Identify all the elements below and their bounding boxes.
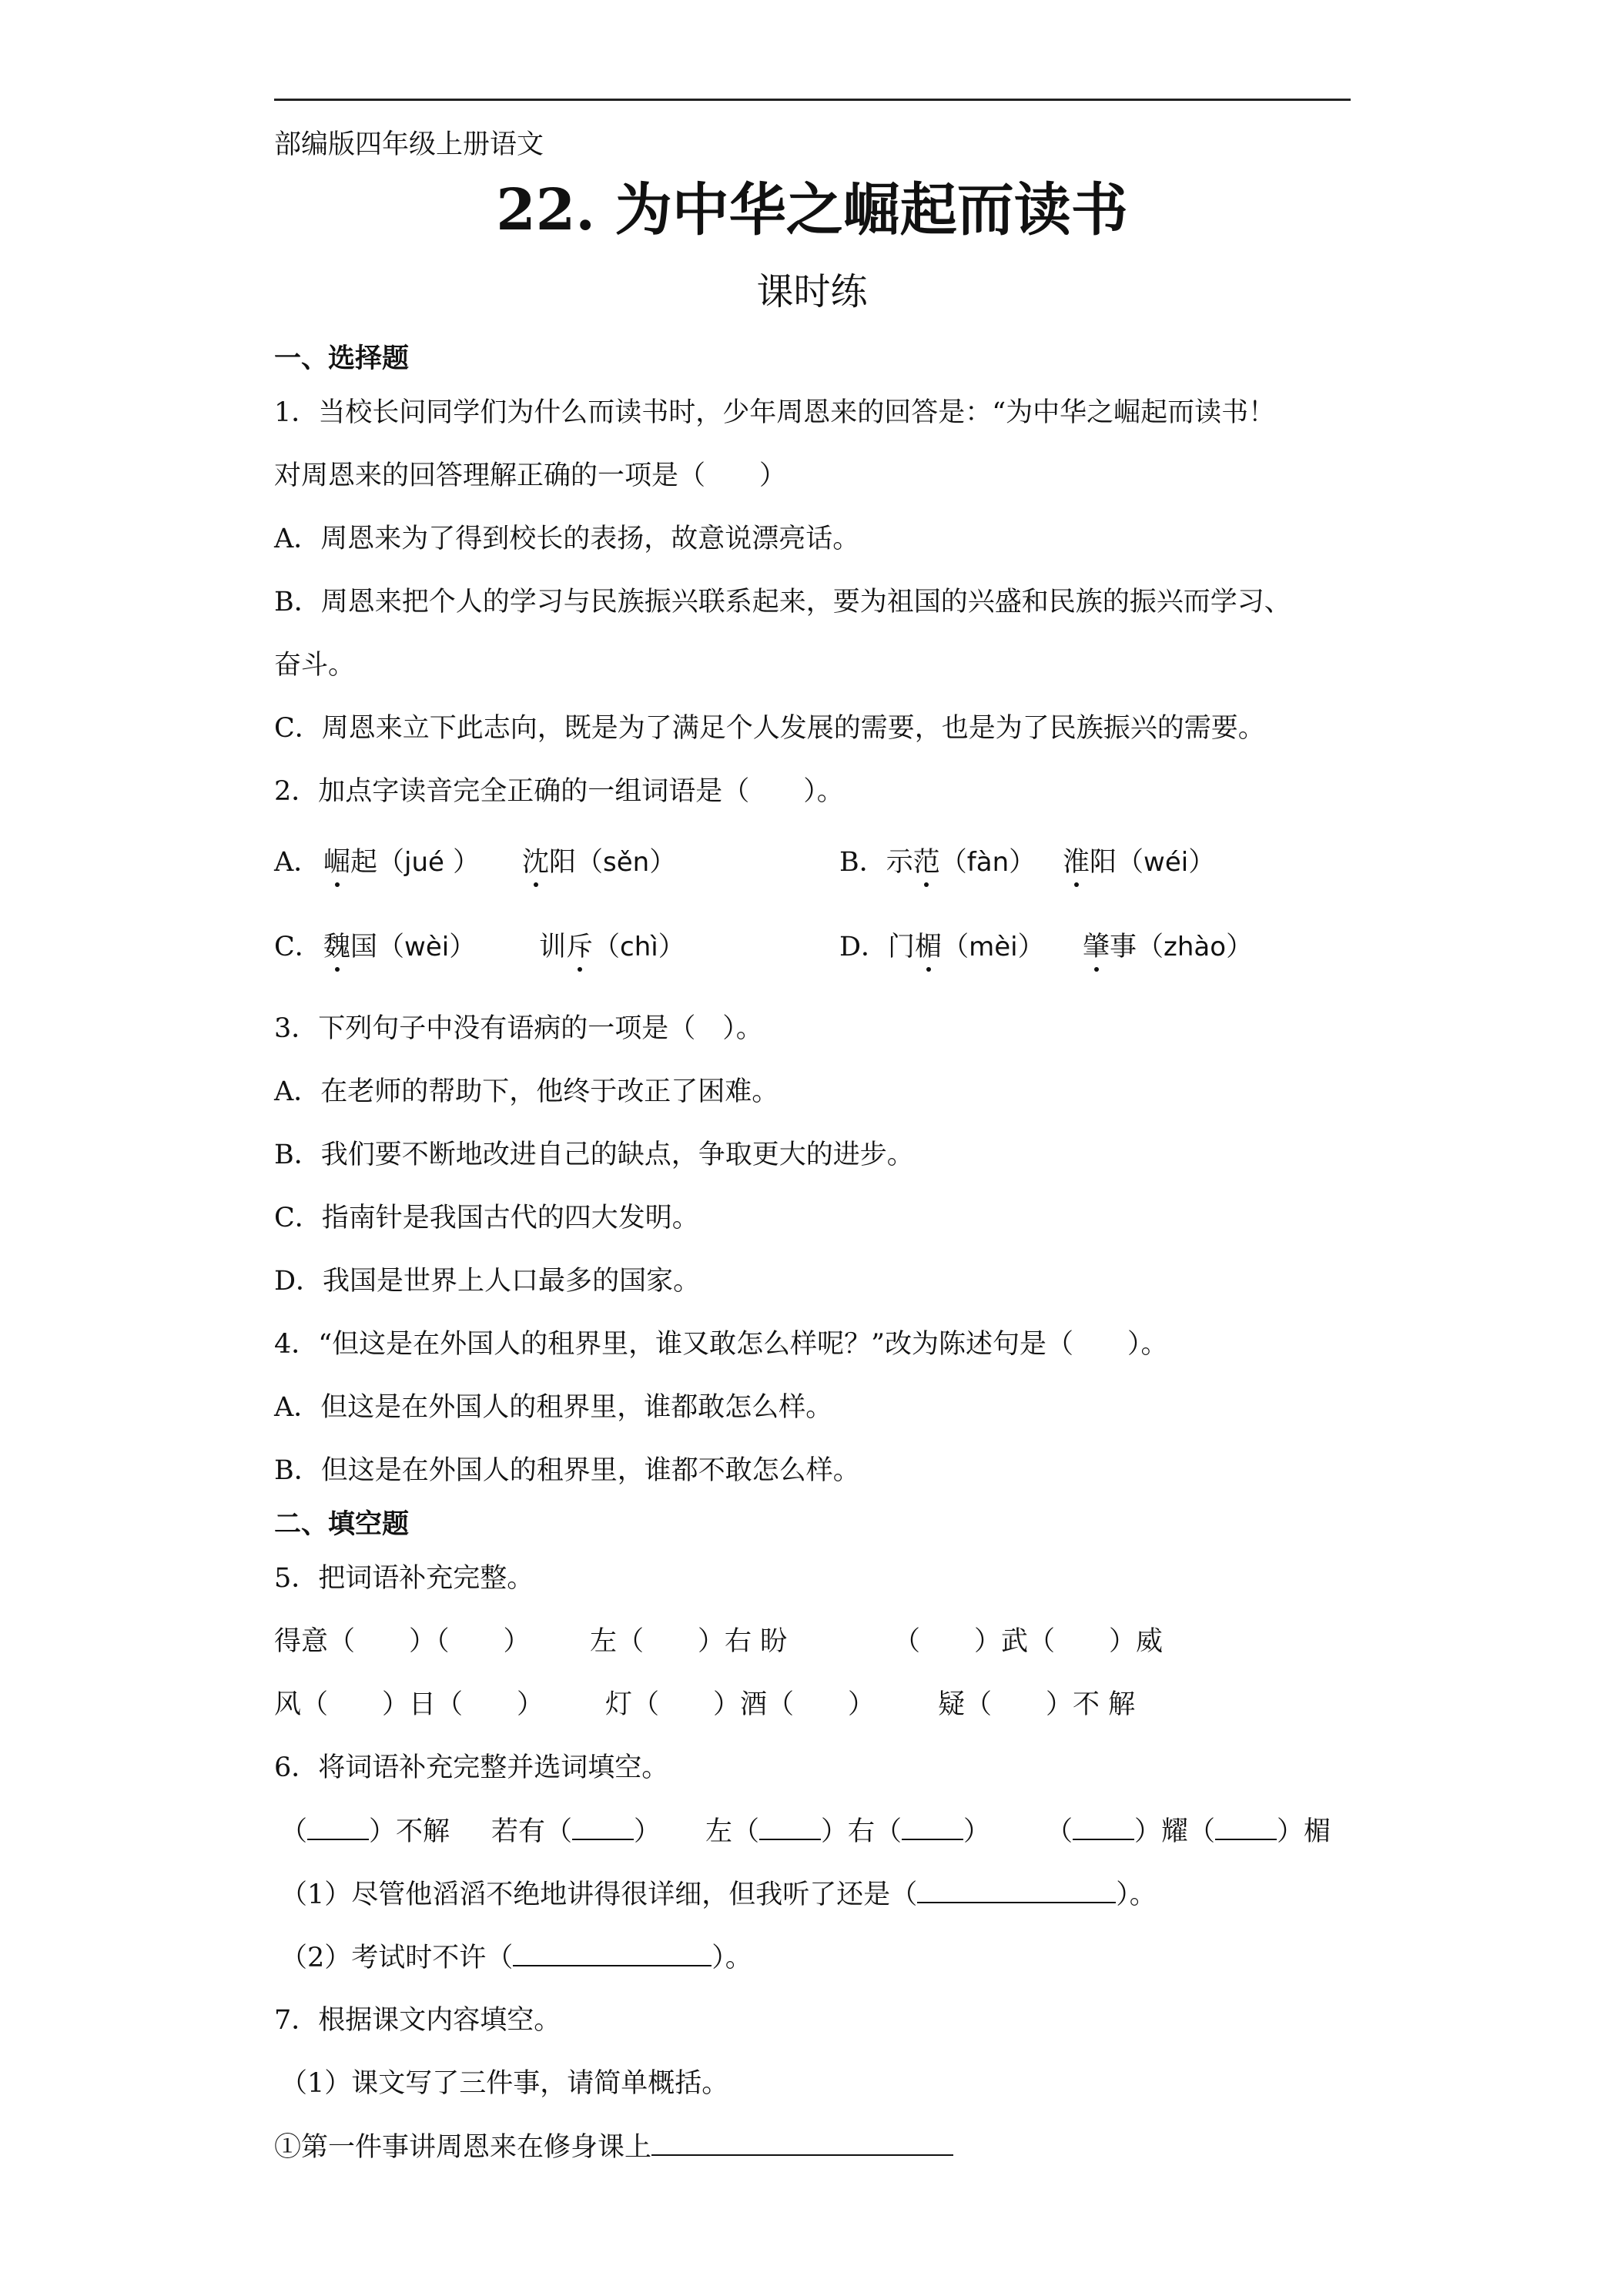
q5-row2-col1: 风（ ）日（ ） — [274, 1689, 544, 1720]
answer-blank[interactable] — [651, 2130, 953, 2156]
word-text: ） — [1009, 847, 1036, 878]
q7-sub1: （1）课文写了三件事，请简单概括。 — [280, 2068, 729, 2099]
word-text: 训 — [539, 932, 567, 962]
q3-option-c: C．指南针是我国古代的四大发明。 — [274, 1203, 699, 1233]
q6-word4 — [1046, 1814, 1331, 1849]
section-choice-heading: 一、选择题 — [274, 343, 410, 374]
word-text: ） — [634, 1816, 661, 1847]
word-text: 国（ — [350, 932, 405, 962]
q5-row1-col3: （ ）武（ ）威 — [893, 1626, 1164, 1657]
q3-option-d: D．我国是世界上人口最多的国家。 — [274, 1266, 701, 1297]
pinyin: wèi — [404, 932, 450, 962]
word-text: 左（ — [705, 1816, 760, 1847]
q3-stem: 3．下列句子中没有语病的一项是（ ）。 — [274, 1013, 763, 1044]
emphasis-dot-char: 崛 — [323, 847, 351, 878]
answer-blank[interactable] — [307, 1814, 369, 1840]
answer-blank[interactable] — [1073, 1814, 1134, 1840]
q2-option-c-label: C． — [274, 932, 322, 962]
q5-stem: 5．把词语补充完整。 — [274, 1563, 534, 1594]
word-text: 阳（ — [549, 847, 604, 878]
q4-stem: 4．“但这是在外国人的租界里，谁又敢怎么样呢？”改为陈述句是（ ）。 — [274, 1329, 1168, 1360]
q1-option-a: A．周恩来为了得到校长的表扬，故意说漂亮话。 — [274, 524, 860, 554]
q1-option-b-line2: 奋斗。 — [274, 650, 356, 681]
page-subtitle: 课时练 — [756, 270, 868, 313]
q5-row1-col2: 左（ ）右 盼 — [590, 1626, 788, 1657]
answer-blank[interactable] — [513, 1940, 712, 1966]
pinyin: sěn — [603, 847, 650, 878]
word-text: ）不解 — [369, 1816, 450, 1847]
word-text: （ — [1046, 1816, 1073, 1847]
pinyin: fàn — [966, 847, 1010, 878]
page-title: 22. 为中华之崛起而读书 — [496, 177, 1128, 243]
emphasis-dot-char: 魏 — [323, 932, 351, 962]
emphasis-dot-char: 楣 — [915, 932, 943, 962]
q6-word2 — [491, 1814, 661, 1849]
emphasis-dot-char: 范 — [912, 847, 940, 878]
q1-stem-line2: 对周恩来的回答理解正确的一项是（ ） — [274, 460, 787, 491]
sentence-text: （1）尽管他滔滔不绝地讲得很详细，但我听了还是（ — [280, 1879, 918, 1910]
word-text: 起（ — [350, 847, 405, 878]
item-text: ①第一件事讲周恩来在修身课上 — [274, 2132, 652, 2163]
word-text: ） — [963, 1816, 991, 1847]
q2-option-b — [839, 845, 1036, 879]
word-text: ）耀（ — [1134, 1816, 1216, 1847]
q5-row2-col2: 灯（ ）酒（ ） — [605, 1689, 876, 1720]
word-text: ） — [649, 847, 677, 878]
word-text: ）楣 — [1277, 1816, 1331, 1847]
q2-option-d-word2 — [1083, 930, 1253, 964]
q3-option-b: B．我们要不断地改进自己的缺点，争取更大的进步。 — [274, 1140, 914, 1170]
answer-blank[interactable] — [917, 1877, 1116, 1903]
q2-option-a-label: A． — [274, 847, 321, 878]
sentence-text: ）。 — [712, 1943, 752, 1973]
q7-stem: 7．根据课文内容填空。 — [274, 2005, 561, 2036]
q2-stem: 2．加点字读音完全正确的一组词语是（ ）。 — [274, 776, 844, 807]
word-text: ） — [1017, 932, 1045, 962]
option-label: D．门 — [839, 932, 916, 962]
q6-word1 — [280, 1814, 450, 1849]
header-rule — [274, 99, 1351, 101]
answer-blank[interactable] — [572, 1814, 634, 1840]
q6-stem: 6．将词语补充完整并选词填空。 — [274, 1752, 669, 1783]
q1-stem-line1: 1．当校长问同学们为什么而读书时，少年周恩来的回答是：“为中华之崛起而读书！ — [274, 397, 1276, 428]
option-label: B．示 — [839, 847, 913, 878]
word-text: 事（ — [1110, 932, 1164, 962]
q2-option-c-word1 — [323, 930, 476, 964]
word-text: （ — [942, 932, 969, 962]
word-text: ） — [1226, 932, 1254, 962]
word-text: （ — [280, 1816, 308, 1847]
q6-sentence2 — [280, 1940, 752, 1975]
pinyin: wéi — [1143, 847, 1189, 878]
word-text: （ — [593, 932, 621, 962]
answer-blank[interactable] — [902, 1814, 963, 1840]
word-text: ） — [1188, 847, 1216, 878]
word-text: 阳（ — [1090, 847, 1144, 878]
q6-sentence1 — [280, 1877, 1157, 1912]
q7-item1 — [274, 2130, 953, 2164]
q5-row1-col1: 得意（ ）（ ） — [274, 1626, 531, 1657]
word-text: ） — [658, 932, 685, 962]
emphasis-dot-char: 肇 — [1083, 932, 1110, 962]
q6-word3 — [705, 1814, 990, 1849]
pinyin: mèi — [969, 932, 1018, 962]
answer-blank[interactable] — [759, 1814, 821, 1840]
q1-option-c: C．周恩来立下此志向，既是为了满足个人发展的需要，也是为了民族振兴的需要。 — [274, 713, 1265, 744]
emphasis-dot-char: 沈 — [522, 847, 550, 878]
answer-blank[interactable] — [1215, 1814, 1277, 1840]
emphasis-dot-char: 斥 — [566, 932, 594, 962]
pinyin: chì — [620, 932, 658, 962]
pinyin: zhào — [1164, 932, 1227, 962]
sentence-text: （2）考试时不许（ — [280, 1943, 514, 1973]
pinyin: jué — [404, 847, 444, 878]
word-text: （ — [939, 847, 967, 878]
q3-option-a: A．在老师的帮助下，他终于改正了困难。 — [274, 1076, 779, 1107]
q4-option-a: A．但这是在外国人的租界里，谁都敢怎么样。 — [274, 1392, 833, 1423]
word-text: ）右（ — [821, 1816, 902, 1847]
word-text: 若有（ — [491, 1816, 573, 1847]
q2-option-a-word2 — [522, 845, 676, 879]
emphasis-dot-char: 淮 — [1063, 847, 1090, 878]
q2-option-c-word2 — [539, 930, 685, 964]
q5-row2-col3: 疑（ ）不 解 — [938, 1689, 1136, 1720]
subject-label: 部编版四年级上册语文 — [274, 129, 544, 160]
sentence-text: ）。 — [1116, 1879, 1157, 1910]
section-fill-heading: 二、填空题 — [274, 1508, 410, 1540]
q2-option-a-word1 — [323, 845, 480, 879]
q1-option-b-line1: B．周恩来把个人的学习与民族振兴联系起来，要为祖国的兴盛和民族的振兴而学习、 — [274, 587, 1291, 618]
q2-option-b-word2 — [1063, 845, 1215, 879]
word-text: ） — [444, 847, 481, 878]
word-text: ） — [449, 932, 477, 962]
q2-option-d — [839, 930, 1045, 964]
q4-option-b: B．但这是在外国人的租界里，谁都不敢怎么样。 — [274, 1455, 860, 1486]
